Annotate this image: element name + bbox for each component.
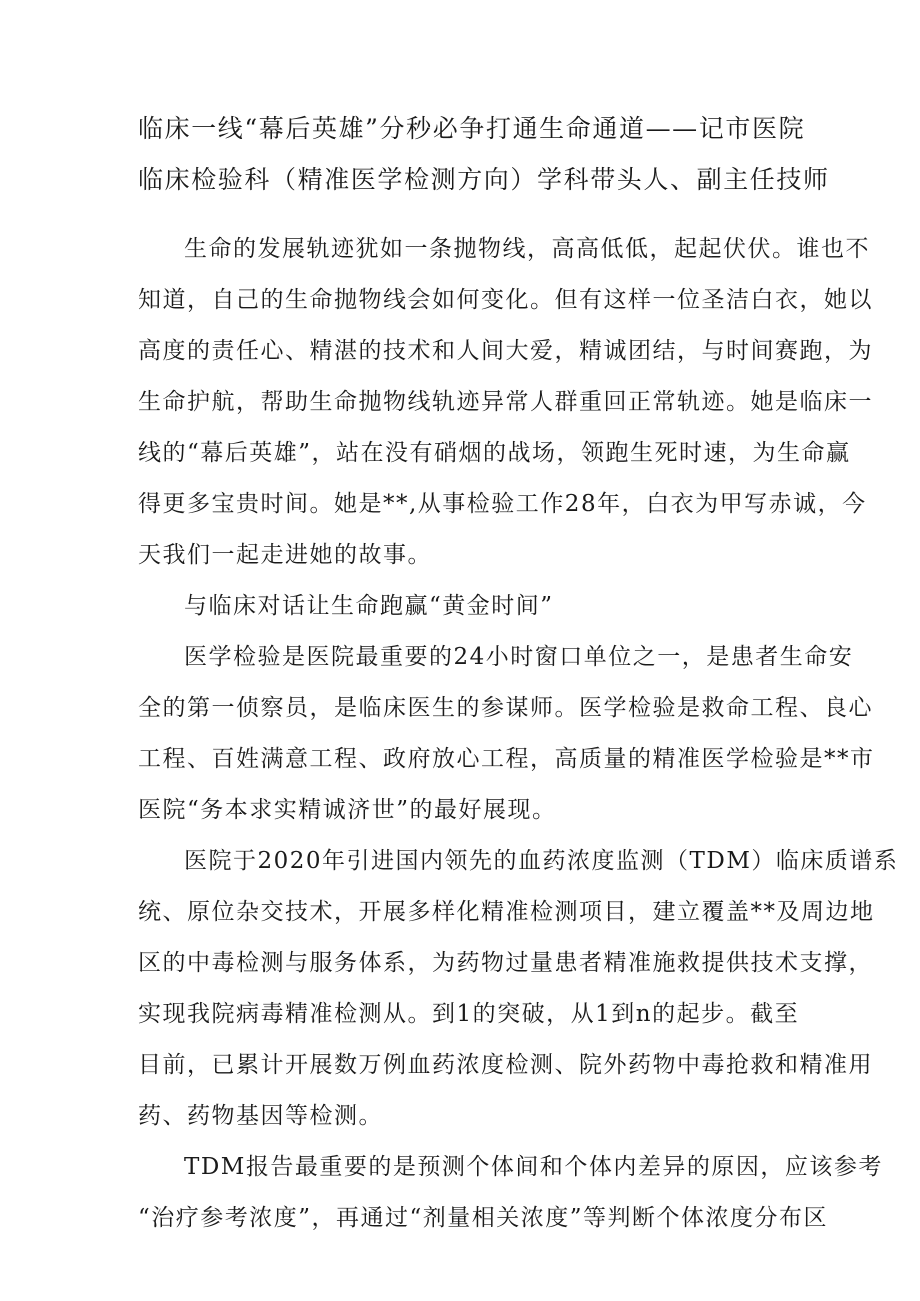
paragraph-4-line-2: “治疗参考浓度”，再通过“剂量相关浓度”等判断个体浓度分布区 [138,1205,829,1231]
section-heading: 与临床对话让生命跑赢“黄金时间” [184,593,554,619]
paragraph-3-line-1: 医院于2020年引进国内领先的血药浓度监测（TDM）临床质谱系 [184,848,899,874]
paragraph-3-line-5: 目前，已累计开展数万例血药浓度检测、院外药物中毒抢救和精准用 [138,1052,873,1078]
paragraph-3-line-4: 实现我院病毒精准检测从。到1的突破，从1到n的起步。截至 [138,1001,800,1027]
paragraph-4-line-1: TDM报告最重要的是预测个体间和个体内差异的原因，应该参考 [184,1154,883,1180]
paragraph-1-line-4: 生命护航，帮助生命抛物线轨迹异常人群重回正常轨迹。她是临床一 [138,389,873,415]
paragraph-2-line-1: 医学检验是医院最重要的24小时窗口单位之一，是患者生命安 [184,644,854,670]
paragraph-1-line-6: 得更多宝贵时间。她是**,从事检验工作28年，白衣为甲写赤诚，今 [138,491,867,517]
paragraph-1-line-1: 生命的发展轨迹犹如一条抛物线，高高低低，起起伏伏。谁也不 [184,236,870,262]
paragraph-2-line-2: 全的第一侦察员，是临床医生的参谋师。医学检验是救命工程、良心 [138,695,873,721]
paragraph-1-line-7: 天我们一起走进她的故事。 [138,542,432,568]
paragraph-2-line-3: 工程、百姓满意工程、政府放心工程，高质量的精准医学检验是**市 [138,746,875,772]
paragraph-1-line-2: 知道，自己的生命抛物线会如何变化。但有这样一位圣洁白衣，她以 [138,287,873,313]
document-title-line-2: 临床检验科（精准医学检测方向）学科带头人、副主任技师 [138,165,830,194]
paragraph-1-line-5: 线的“幕后英雄”，站在没有硝烟的战场，领跑生死时速，为生命赢 [138,440,851,466]
paragraph-3-line-6: 药、药物基因等检测。 [138,1103,383,1129]
paragraph-3-line-2: 统、原位杂交技术，开展多样化精准检测项目，建立覆盖**及周边地 [138,899,875,925]
paragraph-2-line-4: 医院“务本求实精诚济世”的最好展现。 [138,797,557,823]
paragraph-3-line-3: 区的中毒检测与服务体系，为药物过量患者精准施救提供技术支撑， [138,950,873,976]
document-title-line-1: 临床一线“幕后英雄”分秒必争打通生命通道——记市医院 [138,114,806,143]
paragraph-1-line-3: 高度的责任心、精湛的技术和人间大爱，精诚团结，与时间赛跑，为 [138,338,873,364]
